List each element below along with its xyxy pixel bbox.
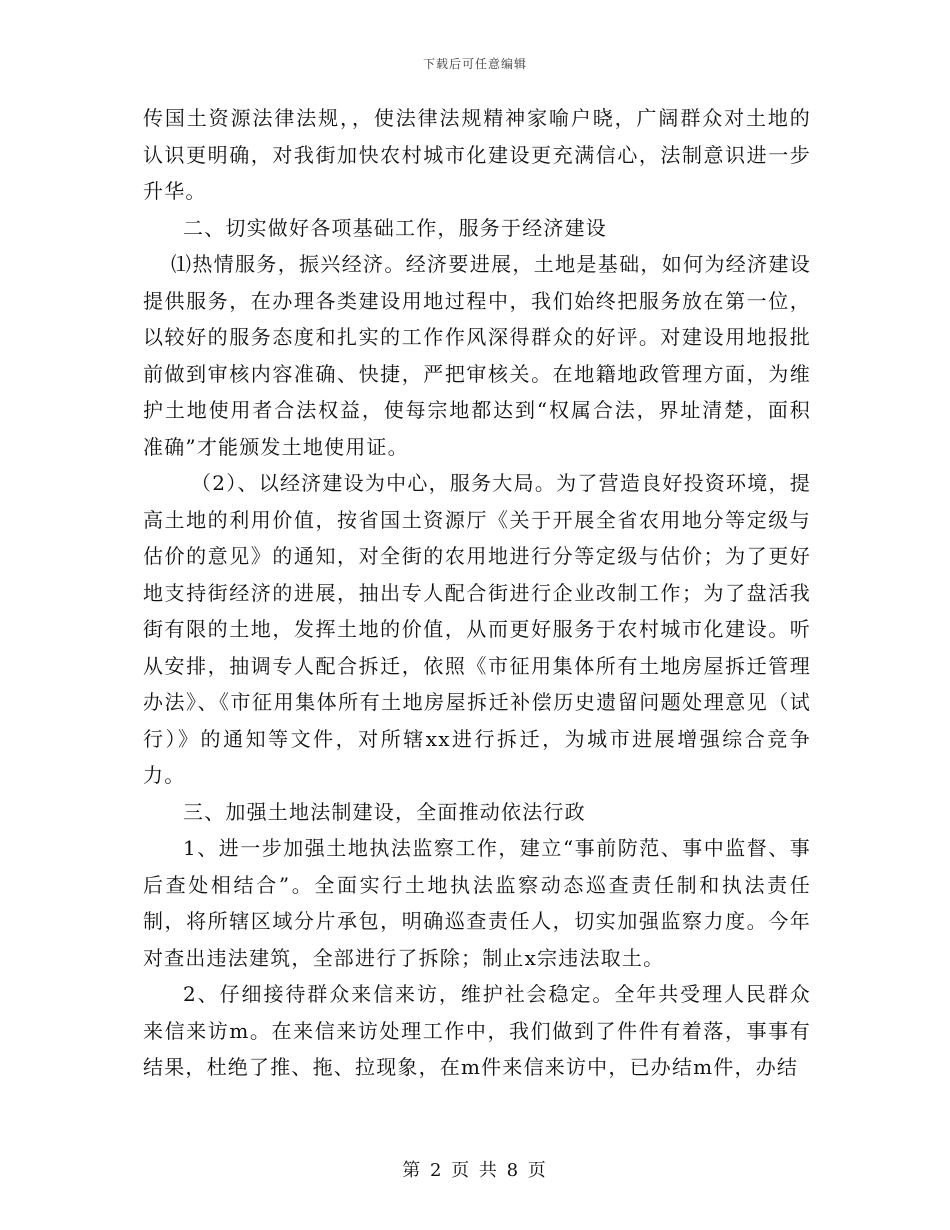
section-heading-2: 二、切实做好各项基础工作，服务于经济建设 — [183, 215, 607, 240]
document-body — [143, 100, 811, 1086]
paragraph-2-2: （2）、以经济建设为中心，服务大局。为了营造良好投资环境，提高土地的利用价值，按省国土资源厅《关于开展全省农用地分等定级与估价的意见》的通知，对全街的农用地进行分等定级与估价；为了更好地支持街经济的进展，抽出专人配合街进行企业改制工作；为了盘活我街有限的土地，发挥土地的价值，从而更好服务于农村城市化建设。听从安排，抽调专人配合拆迁，依照《市征用集体所有土地房屋拆迁管理办法》、《市征用集体所有土地房屋拆迁补偿历史遗留问题处理意见（试行）》的通知等文件，对所辖xx进行拆迁，为城市进展增强综合竞争力。 — [143, 471, 811, 787]
paragraph-3-1: 1、进一步加强土地执法监察工作，建立“事前防范、事中监督、事后查处相结合”。全面实行土地执法监察动态巡查责任制和执法责任制，将所辖区域分片承包，明确巡查责任人，切实加强监察力度。今年对查出违法建筑，全部进行了拆除；制止x宗违法取土。 — [143, 836, 811, 970]
page-number: 第 2 页 共 8 页 — [402, 1160, 548, 1181]
paragraph-1: 传国土资源法律法规，，使法律法规精神家喻户晓，广阔群众对土地的认识更明确，对我街加快农村城市化建设更充满信心，法制意识进一步升华。 — [143, 106, 811, 203]
paragraph-3-2: 2、仔细接待群众来信来访，维护社会稳定。全年共受理人民群众来信来访m。在来信来访处理工作中，我们做到了件件有着落，事事有结果，杜绝了推、拖、拉现象，在m件来信来访中，已办结m件，办结 — [143, 982, 811, 1079]
page-header: 下载后可任意编辑 — [422, 57, 527, 71]
paragraph-2-1: ⑴热情服务，振兴经济。经济要进展，土地是基础，如何为经济建设提供服务，在办理各类建设用地过程中，我们始终把服务放在第一位，以较好的服务态度和扎实的工作作风深得群众的好评。对建设用地报批前做到审核内容准确、快捷，严把审核关。在地籍地政管理方面，为维护土地使用者合法权益，使每宗地都达到“权属合法，界址清楚，面积准确”才能颁发土地使用证。 — [143, 252, 811, 459]
section-heading-3: 三、加强土地法制建设，全面推动依法行政 — [183, 799, 586, 824]
